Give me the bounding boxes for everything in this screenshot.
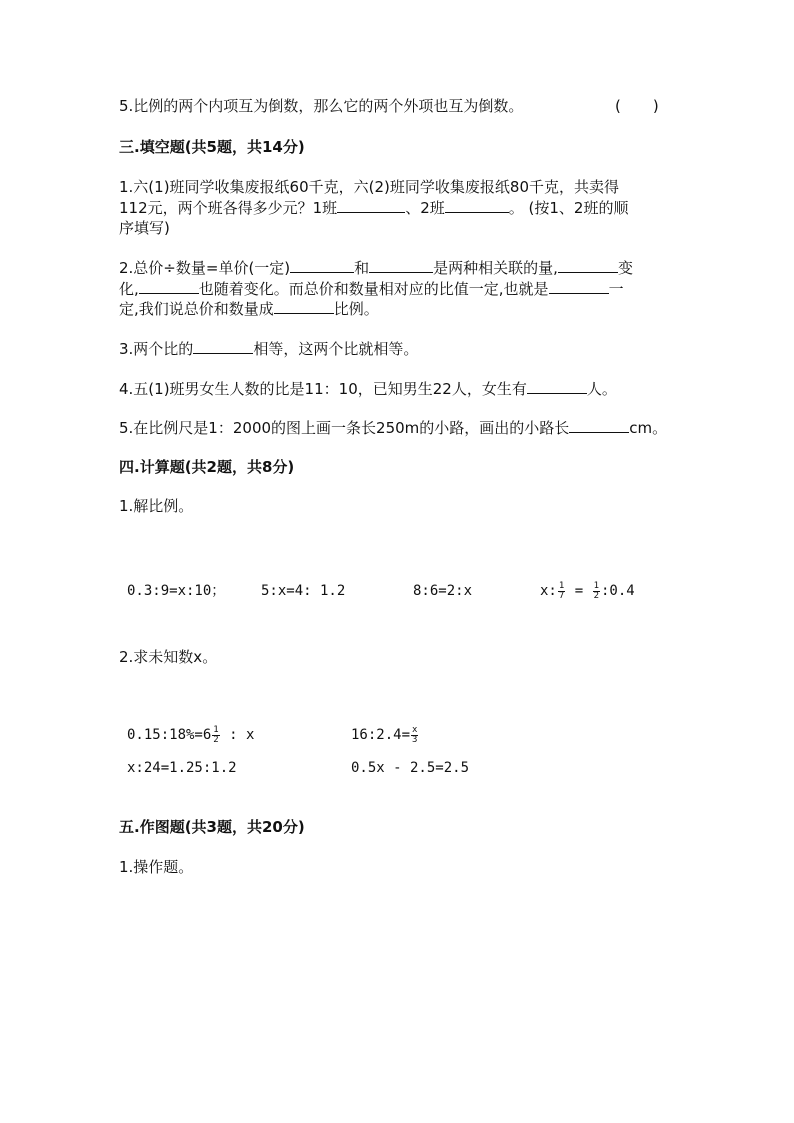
equation-a: 0.15:18%=6 $\frac{1}{2}$ : x [127, 724, 255, 745]
answer-blank[interactable] [369, 258, 433, 273]
proportion-a: 0.3:9=x:10； [127, 583, 226, 599]
section-5-title: 五.作图题(共3题，共20分) [119, 818, 305, 836]
proportion-d: x: $\frac{1}{7}$ = $\frac{1}{2}$ :0.4 [540, 580, 635, 601]
fraction: $\frac{1}{7}$ [558, 580, 565, 601]
proportion-c: 8:6=2:x [413, 583, 473, 599]
fraction: $\frac{x}{3}$ [412, 724, 418, 745]
fill-q4: 4.五(1)班男女生人数的比是11：10，已知男生22人，女生有 人。 [119, 380, 617, 398]
calc-q2-title: 2.求未知数x。 [119, 648, 218, 666]
proportion-b: 5:x=4: 1.2 [261, 583, 346, 599]
fill-q3: 3.两个比的 相等，这两个比就相等。 [119, 340, 419, 358]
fill-q5: 5.在比例尺是1：2000的图上画一条长250m的小路，画出的小路长 cm。 [119, 419, 668, 437]
fill-q1-line1: 1.六(1)班同学收集废报纸60千克，六(2)班同学收集废报纸80千克，共卖得 [119, 178, 619, 196]
equation-d: 0.5x - 2.5=2.5 [351, 760, 470, 776]
answer-blank[interactable] [193, 339, 253, 354]
fill-q2-line3: 定,我们说总价和数量成 比例。 [119, 300, 379, 318]
equation-b: 16:2.4= $\frac{x}{3}$ [351, 724, 418, 745]
answer-blank[interactable] [445, 198, 509, 213]
judgement-item-5-text: 5.比例的两个内项互为倒数，那么它的两个外项也互为倒数。 [119, 97, 524, 115]
answer-blank[interactable] [549, 279, 609, 294]
answer-blank[interactable] [569, 418, 629, 433]
answer-parentheses[interactable]: ( ) [615, 97, 659, 115]
fraction: $\frac{1}{2}$ [593, 580, 599, 601]
equation-c: x:24=1.25:1.2 [127, 760, 237, 776]
judgement-item-5 [119, 96, 523, 116]
fill-q2-line1: 2.总价÷数量=单价(一定) 和 是两种相关联的量, 变 [119, 259, 633, 277]
drawing-q1-title: 1.操作题。 [119, 858, 194, 876]
answer-blank[interactable] [527, 379, 587, 394]
answer-blank[interactable] [337, 198, 405, 213]
section-3-title: 三.填空题(共5题，共14分) [119, 138, 305, 156]
fill-q2-line2: 化, 也随着变化。而总价和数量相对应的比值一定,也就是 一 [119, 280, 624, 298]
answer-blank[interactable] [139, 279, 199, 294]
fraction: $\frac{1}{2}$ [213, 724, 219, 745]
answer-blank[interactable] [558, 258, 618, 273]
fill-q1-line2: 112元，两个班各得多少元？1班 、2班 。 (按1、2班的顺 [119, 199, 629, 217]
answer-blank[interactable] [290, 258, 354, 273]
section-4-title: 四.计算题(共2题，共8分) [119, 458, 295, 476]
calc-q1-title: 1.解比例。 [119, 497, 194, 515]
fill-q1-line3: 序填写) [119, 219, 170, 237]
answer-blank[interactable] [274, 299, 334, 314]
